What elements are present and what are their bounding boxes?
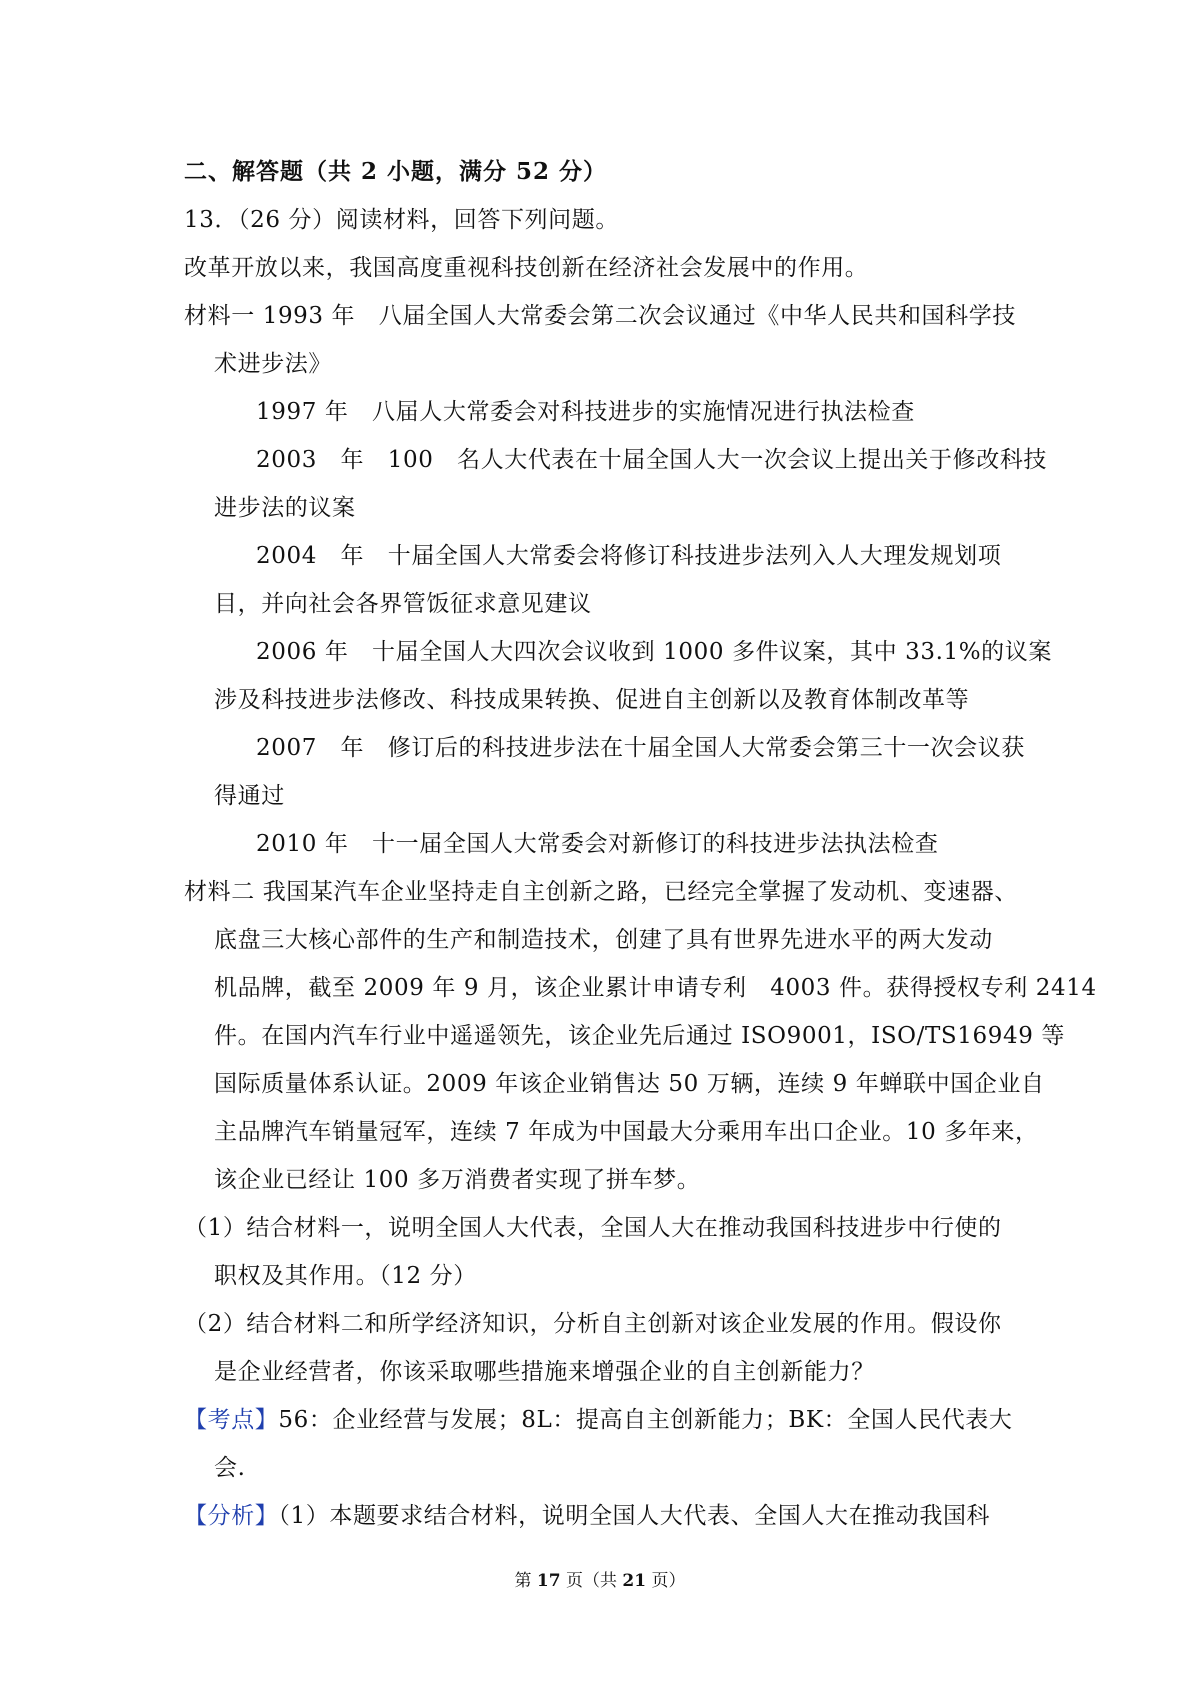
footer-suffix: 页） bbox=[646, 1571, 686, 1591]
sub-question-1: （1）结合材料一，说明全国人大代表，全国人大在推动我国科技进步中行使的 bbox=[184, 1215, 1002, 1241]
fenxi-tag: 【分析】 bbox=[184, 1503, 279, 1529]
page-footer bbox=[0, 1566, 1200, 1591]
material1-entry: 2003 年 100 名人大代表在十届全国人大一次会议上提出关于修改科技 bbox=[256, 447, 1048, 473]
footer-middle: 页（共 bbox=[560, 1571, 623, 1591]
material2-line: 主品牌汽车销量冠军，连续 7 年成为中国最大分乘用车出口企业。10 多年来， bbox=[214, 1119, 1039, 1145]
material1-entry: 进步法的议案 bbox=[214, 495, 356, 521]
material1-entry: 2004 年 十届全国人大常委会将修订科技进步法列入人大理发规划项 bbox=[256, 543, 1002, 569]
kaodian-tag: 【考点】 bbox=[184, 1407, 279, 1433]
material2-line: 底盘三大核心部件的生产和制造技术，创建了具有世界先进水平的两大发动 bbox=[214, 927, 993, 953]
sub-question-2: （2）结合材料二和所学经济知识，分析自主创新对该企业发展的作用。假设你 bbox=[184, 1311, 1002, 1337]
material1-line2: 术进步法》 bbox=[214, 351, 332, 377]
question-lead: 改革开放以来，我国高度重视科技创新在经济社会发展中的作用。 bbox=[184, 255, 869, 281]
material1-entry: 目，并向社会各界管饭征求意见建议 bbox=[214, 591, 592, 617]
sub-question-1-cont: 职权及其作用。（12 分） bbox=[214, 1263, 477, 1289]
material1-entry: 2007 年 修订后的科技进步法在十届全国人大常委会第三十一次会议获 bbox=[256, 735, 1025, 761]
section-heading: 二、解答题（共 2 小题，满分 52 分） bbox=[184, 158, 608, 185]
kaodian-text: 56：企业经营与发展；8L：提高自主创新能力；BK：全国人民代表大 bbox=[278, 1407, 1013, 1433]
material2-line: 国际质量体系认证。2009 年该企业销售达 50 万辆，连续 9 年蝉联中国企业自 bbox=[214, 1071, 1045, 1097]
material1-entry: 涉及科技进步法修改、科技成果转换、促进自主创新以及教育体制改革等 bbox=[214, 687, 970, 713]
material2-line: 件。在国内汽车行业中遥遥领先，该企业先后通过 ISO9001，ISO/TS16949 等 bbox=[214, 1023, 1065, 1049]
footer-total-pages: 21 bbox=[622, 1571, 647, 1591]
fenxi-text: （1）本题要求结合材料，说明全国人大代表、全国人大在推动我国科 bbox=[278, 1503, 991, 1529]
kaodian-line bbox=[184, 1396, 1020, 1444]
material2-line: 该企业已经让 100 多万消费者实现了拼车梦。 bbox=[214, 1167, 701, 1193]
material1-entry: 1997 年 八届人大常委会对科技进步的实施情况进行执法检查 bbox=[256, 399, 915, 425]
material1-entry: 2010 年 十一届全国人大常委会对新修订的科技进步法执法检查 bbox=[256, 831, 939, 857]
page-content bbox=[184, 148, 1097, 1540]
footer-page-number: 17 bbox=[536, 1571, 561, 1591]
question-intro: 13．（26 分）阅读材料，回答下列问题。 bbox=[184, 207, 619, 233]
material1-line1: 材料一 1993 年 八届全国人大常委会第二次会议通过《中华人民共和国科学技 bbox=[184, 303, 1016, 329]
sub-question-2-cont: 是企业经营者，你该采取哪些措施来增强企业的自主创新能力？ bbox=[214, 1359, 875, 1385]
material2-line: 机品牌，截至 2009 年 9 月，该企业累计申请专利 4003 件。获得授权专利 2414 bbox=[214, 975, 1097, 1001]
material1-entry: 得通过 bbox=[214, 783, 285, 809]
material1-entry: 2006 年 十届全国人大四次会议收到 1000 多件议案，其中 33.1%的议案 bbox=[256, 639, 1052, 665]
fenxi-line bbox=[184, 1492, 1020, 1540]
footer-prefix: 第 bbox=[514, 1571, 537, 1591]
kaodian-cont: 会. bbox=[214, 1455, 246, 1481]
material2-line: 材料二 我国某汽车企业坚持走自主创新之路，已经完全掌握了发动机、变速器、 bbox=[184, 879, 1018, 905]
